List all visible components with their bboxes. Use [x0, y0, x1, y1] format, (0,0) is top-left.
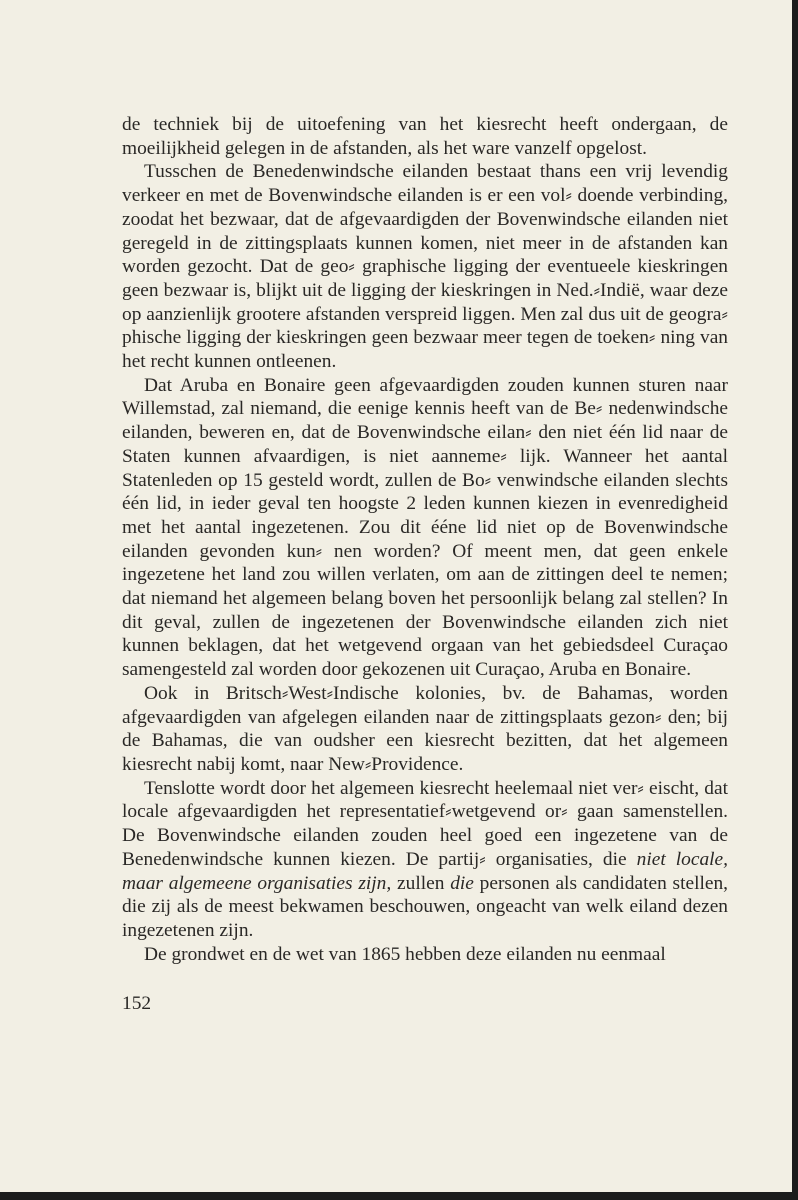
emphasis-text: die [450, 872, 474, 894]
paragraph: de techniek bij de uitoefening van het kiesrecht heeft ondergaan, de moeilijkheid gelegen in de afstanden, als het ware vanzelf opgelost. [122, 114, 728, 159]
paragraph: Tusschen de Benedenwindsche eilanden bestaat thans een vrij levendig verkeer en met de Bovenwindsche eilanden is er een vol⸗ doende verbinding, zoodat het bezwaar, dat de afgevaardigden der Bovenwindsche eilanden niet geregeld in de zittingsplaats kunnen komen, niet meer in de afstanden kan worden gezocht. Dat de geo⸗ graphische ligging der eventueele kieskringen geen bezwaar is, blijkt uit de ligging der kieskringen in Ned.⸗Indië, waar deze op aanzienlijk grootere afstanden verspreid liggen. Men zal dus uit de geogra⸗ phische ligging der kieskringen geen bezwaar meer tegen de toeken⸗ ning van het recht kunnen ontleenen. [122, 161, 728, 373]
paragraph-text: zullen [391, 872, 451, 894]
paragraph-text: personen als candidaten stellen, die zij als de meest bekwamen beschouwen, ongeacht van welk eiland dezen ingezetenen zijn. [122, 872, 729, 941]
paragraph [122, 777, 728, 943]
emphasis-text: niet locale, maar algemeene organisaties zijn, [122, 848, 728, 894]
paragraph: De grondwet en de wet van 1865 hebben deze eilanden nu eenmaal [144, 943, 666, 965]
paragraph-text: Tenslotte wordt door het algemeen kiesrecht heelemaal niet ver⸗ eischt, dat locale afgevaardigden het representatief⸗wetgevend or⸗ gaan samenstellen. De Bovenwindsche eilanden zouden heel goed een ingezetene van de Benedenwindsche kunnen kiezen. De partij⸗ organisaties, die [122, 777, 728, 870]
body-text [122, 113, 728, 966]
paragraph: Ook in Britsch⸗West⸗Indische kolonies, bv. de Bahamas, worden afgevaardigden van afgelegen eilanden naar de zittingsplaats gezon⸗ den; bij de Bahamas, die van oudsher een kiesrecht bezitten, dat het algemeen kiesrecht nabij komt, naar New⸗Providence. [122, 682, 728, 775]
page-number: 152 [122, 993, 152, 1014]
paragraph: Dat Aruba en Bonaire geen afgevaardigden zouden kunnen sturen naar Willemstad, zal niemand, die eenige kennis heeft van de Be⸗ nedenwindsche eilanden, beweren en, dat de Bovenwindsche eilan⸗ den niet één lid naar de Staten kunnen afvaardigen, is niet aanneme⸗ lijk. Wanneer het aantal Statenleden op 15 gesteld wordt, zullen de Bo⸗ venwindsche eilanden slechts één lid, in ieder geval ten hoogste 2 leden kunnen kiezen in evenredigheid met het aantal ingezetenen. Zou dit ééne lid niet op de Bovenwindsche eilanden gevonden kun⸗ nen worden? Of meent men, dat geen enkele ingezetene het land zou willen verlaten, om aan de zittingen deel te nemen; dat niemand het algemeen belang boven het persoonlijk belang zal stellen? In dit geval, zullen de ingezetenen der Bovenwindsche eilanden zich niet kunnen beklagen, dat het wetgevend orgaan van het gebiedsdeel Curaçao samengesteld zal worden door gekozenen uit Curaçao, Aruba en Bonaire. [122, 374, 728, 681]
